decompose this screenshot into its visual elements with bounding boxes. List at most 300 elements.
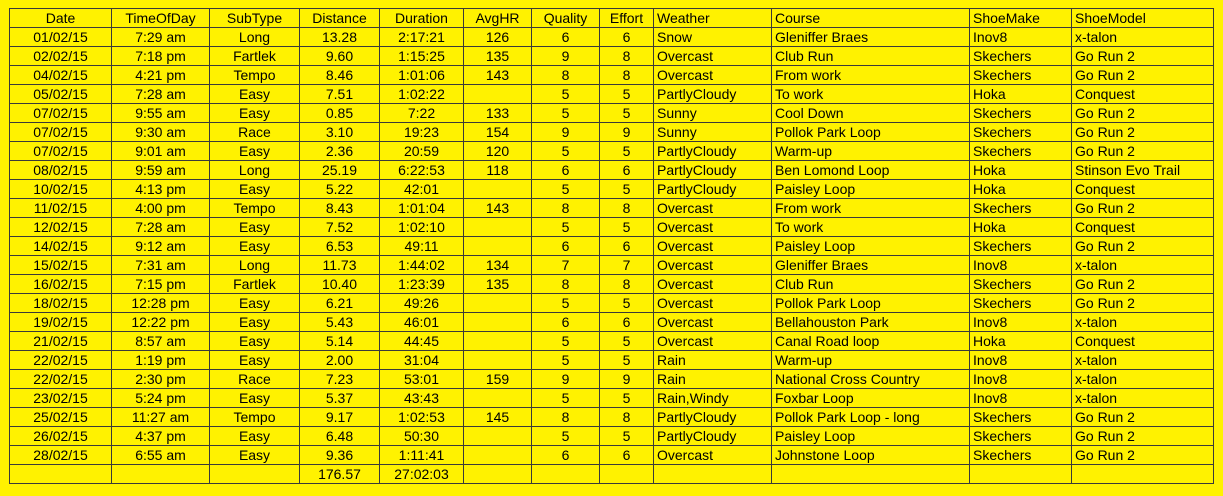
cell-date[interactable]: 23/02/15 bbox=[10, 389, 112, 408]
cell-date[interactable]: 15/02/15 bbox=[10, 256, 112, 275]
cell-quality[interactable]: 8 bbox=[532, 66, 600, 85]
cell-quality[interactable]: 9 bbox=[532, 123, 600, 142]
cell-quality[interactable]: 5 bbox=[532, 294, 600, 313]
cell-time-of-day[interactable]: 7:18 pm bbox=[112, 47, 210, 66]
cell-weather[interactable]: Overcast bbox=[654, 332, 772, 351]
cell-time-of-day[interactable]: 2:30 pm bbox=[112, 370, 210, 389]
cell-avg-hr[interactable] bbox=[464, 85, 532, 104]
cell-time-of-day[interactable]: 7:29 am bbox=[112, 28, 210, 47]
cell-quality[interactable]: 6 bbox=[532, 313, 600, 332]
cell-duration[interactable]: 1:02:10 bbox=[380, 218, 464, 237]
cell-quality[interactable]: 6 bbox=[532, 161, 600, 180]
cell-distance[interactable]: 5.14 bbox=[300, 332, 380, 351]
cell-time-of-day[interactable]: 12:22 pm bbox=[112, 313, 210, 332]
header-duration[interactable]: Duration bbox=[380, 9, 464, 28]
cell-avg-hr[interactable] bbox=[464, 294, 532, 313]
cell-shoe-model[interactable]: Conquest bbox=[1072, 85, 1214, 104]
cell-course[interactable]: Bellahouston Park bbox=[772, 313, 970, 332]
cell-course[interactable]: Paisley Loop bbox=[772, 180, 970, 199]
cell-effort[interactable]: 5 bbox=[600, 218, 654, 237]
cell-shoe-model[interactable]: Conquest bbox=[1072, 332, 1214, 351]
cell-time-of-day[interactable]: 12:28 pm bbox=[112, 294, 210, 313]
cell-shoe-model[interactable]: Go Run 2 bbox=[1072, 446, 1214, 465]
cell-course[interactable]: Warm-up bbox=[772, 351, 970, 370]
cell-duration[interactable]: 1:11:41 bbox=[380, 446, 464, 465]
cell-shoe-make[interactable]: Hoka bbox=[970, 161, 1072, 180]
cell-date[interactable]: 04/02/15 bbox=[10, 66, 112, 85]
cell-distance[interactable]: 5.22 bbox=[300, 180, 380, 199]
cell-shoe-make[interactable]: Skechers bbox=[970, 66, 1072, 85]
cell-distance[interactable]: 3.10 bbox=[300, 123, 380, 142]
total-duration[interactable]: 27:02:03 bbox=[380, 465, 464, 484]
cell-effort[interactable]: 8 bbox=[600, 408, 654, 427]
cell-duration[interactable]: 43:43 bbox=[380, 389, 464, 408]
header-course[interactable]: Course bbox=[772, 9, 970, 28]
cell-time-of-day[interactable]: 9:12 am bbox=[112, 237, 210, 256]
cell-course[interactable]: Ben Lomond Loop bbox=[772, 161, 970, 180]
cell-subtype[interactable]: Race bbox=[210, 370, 300, 389]
cell-subtype[interactable]: Long bbox=[210, 28, 300, 47]
cell-avg-hr[interactable]: 143 bbox=[464, 199, 532, 218]
cell-duration[interactable]: 1:23:39 bbox=[380, 275, 464, 294]
cell-avg-hr[interactable]: 133 bbox=[464, 104, 532, 123]
cell-avg-hr[interactable] bbox=[464, 351, 532, 370]
cell-date[interactable]: 21/02/15 bbox=[10, 332, 112, 351]
cell-distance[interactable]: 2.00 bbox=[300, 351, 380, 370]
cell-shoe-model[interactable]: Go Run 2 bbox=[1072, 123, 1214, 142]
cell-time-of-day[interactable]: 7:31 am bbox=[112, 256, 210, 275]
cell-subtype[interactable]: Easy bbox=[210, 446, 300, 465]
cell-time-of-day[interactable]: 7:28 am bbox=[112, 85, 210, 104]
cell-date[interactable]: 28/02/15 bbox=[10, 446, 112, 465]
cell-course[interactable]: Pollok Park Loop bbox=[772, 123, 970, 142]
cell-weather[interactable]: PartlyCloudy bbox=[654, 85, 772, 104]
cell-date[interactable]: 22/02/15 bbox=[10, 351, 112, 370]
cell-date[interactable]: 07/02/15 bbox=[10, 104, 112, 123]
cell-effort[interactable]: 5 bbox=[600, 104, 654, 123]
cell-shoe-model[interactable]: x-talon bbox=[1072, 370, 1214, 389]
cell-distance[interactable]: 10.40 bbox=[300, 275, 380, 294]
cell-avg-hr[interactable]: 145 bbox=[464, 408, 532, 427]
cell-duration[interactable]: 1:01:04 bbox=[380, 199, 464, 218]
cell-shoe-model[interactable]: Go Run 2 bbox=[1072, 275, 1214, 294]
cell-effort[interactable]: 7 bbox=[600, 256, 654, 275]
cell-weather[interactable]: Overcast bbox=[654, 199, 772, 218]
cell-time-of-day[interactable]: 11:27 am bbox=[112, 408, 210, 427]
cell-shoe-model[interactable]: Go Run 2 bbox=[1072, 199, 1214, 218]
cell-duration[interactable]: 1:02:53 bbox=[380, 408, 464, 427]
cell-quality[interactable]: 5 bbox=[532, 389, 600, 408]
cell-avg-hr[interactable]: 126 bbox=[464, 28, 532, 47]
cell-time-of-day[interactable]: 5:24 pm bbox=[112, 389, 210, 408]
cell-avg-hr[interactable] bbox=[464, 427, 532, 446]
cell-date[interactable]: 18/02/15 bbox=[10, 294, 112, 313]
cell-course[interactable]: To work bbox=[772, 85, 970, 104]
header-avg-hr[interactable]: AvgHR bbox=[464, 9, 532, 28]
cell-date[interactable]: 07/02/15 bbox=[10, 142, 112, 161]
cell-date[interactable]: 25/02/15 bbox=[10, 408, 112, 427]
cell-shoe-make[interactable]: Skechers bbox=[970, 237, 1072, 256]
cell-shoe-model[interactable]: Stinson Evo Trail bbox=[1072, 161, 1214, 180]
cell-date[interactable]: 08/02/15 bbox=[10, 161, 112, 180]
cell-course[interactable]: National Cross Country bbox=[772, 370, 970, 389]
cell-distance[interactable]: 8.43 bbox=[300, 199, 380, 218]
header-date[interactable]: Date bbox=[10, 9, 112, 28]
cell-quality[interactable]: 6 bbox=[532, 446, 600, 465]
cell-weather[interactable]: Sunny bbox=[654, 104, 772, 123]
cell-subtype[interactable]: Long bbox=[210, 161, 300, 180]
cell-quality[interactable]: 5 bbox=[532, 180, 600, 199]
cell-time-of-day[interactable]: 9:55 am bbox=[112, 104, 210, 123]
cell-avg-hr[interactable] bbox=[464, 180, 532, 199]
cell-date[interactable]: 16/02/15 bbox=[10, 275, 112, 294]
cell-distance[interactable]: 7.52 bbox=[300, 218, 380, 237]
cell-time-of-day[interactable]: 9:01 am bbox=[112, 142, 210, 161]
cell-duration[interactable]: 44:45 bbox=[380, 332, 464, 351]
cell-distance[interactable]: 25.19 bbox=[300, 161, 380, 180]
cell-course[interactable]: Foxbar Loop bbox=[772, 389, 970, 408]
cell-distance[interactable]: 7.23 bbox=[300, 370, 380, 389]
cell-quality[interactable]: 7 bbox=[532, 256, 600, 275]
cell-weather[interactable]: PartlyCloudy bbox=[654, 408, 772, 427]
cell-subtype[interactable]: Long bbox=[210, 256, 300, 275]
cell-duration[interactable]: 6:22:53 bbox=[380, 161, 464, 180]
cell-avg-hr[interactable]: 154 bbox=[464, 123, 532, 142]
cell-weather[interactable]: Overcast bbox=[654, 446, 772, 465]
cell-course[interactable]: From work bbox=[772, 66, 970, 85]
cell-date[interactable]: 19/02/15 bbox=[10, 313, 112, 332]
cell-duration[interactable]: 20:59 bbox=[380, 142, 464, 161]
cell-shoe-make[interactable]: Inov8 bbox=[970, 389, 1072, 408]
cell-distance[interactable]: 6.53 bbox=[300, 237, 380, 256]
cell-date[interactable]: 12/02/15 bbox=[10, 218, 112, 237]
cell-effort[interactable]: 5 bbox=[600, 294, 654, 313]
cell-time-of-day[interactable]: 8:57 am bbox=[112, 332, 210, 351]
cell-subtype[interactable]: Easy bbox=[210, 427, 300, 446]
cell-weather[interactable]: Overcast bbox=[654, 66, 772, 85]
cell-date[interactable]: 02/02/15 bbox=[10, 47, 112, 66]
cell-subtype[interactable]: Easy bbox=[210, 389, 300, 408]
cell-quality[interactable]: 6 bbox=[532, 237, 600, 256]
cell-weather[interactable]: Overcast bbox=[654, 47, 772, 66]
cell-quality[interactable]: 5 bbox=[532, 142, 600, 161]
cell-quality[interactable]: 8 bbox=[532, 275, 600, 294]
cell-shoe-model[interactable]: Go Run 2 bbox=[1072, 142, 1214, 161]
cell-effort[interactable]: 5 bbox=[600, 332, 654, 351]
cell-subtype[interactable]: Easy bbox=[210, 332, 300, 351]
cell-course[interactable]: Warm-up bbox=[772, 142, 970, 161]
cell-shoe-make[interactable]: Inov8 bbox=[970, 256, 1072, 275]
cell-effort[interactable]: 5 bbox=[600, 351, 654, 370]
cell-time-of-day[interactable]: 4:13 pm bbox=[112, 180, 210, 199]
cell-distance[interactable]: 13.28 bbox=[300, 28, 380, 47]
cell-duration[interactable]: 1:44:02 bbox=[380, 256, 464, 275]
cell-weather[interactable]: Overcast bbox=[654, 237, 772, 256]
cell-duration[interactable]: 42:01 bbox=[380, 180, 464, 199]
cell-quality[interactable]: 5 bbox=[532, 218, 600, 237]
cell-shoe-model[interactable]: x-talon bbox=[1072, 389, 1214, 408]
cell-avg-hr[interactable]: 118 bbox=[464, 161, 532, 180]
cell-duration[interactable]: 50:30 bbox=[380, 427, 464, 446]
cell-shoe-make[interactable]: Skechers bbox=[970, 47, 1072, 66]
cell-duration[interactable]: 1:02:22 bbox=[380, 85, 464, 104]
cell-weather[interactable]: Rain bbox=[654, 370, 772, 389]
cell-quality[interactable]: 9 bbox=[532, 47, 600, 66]
cell-duration[interactable]: 53:01 bbox=[380, 370, 464, 389]
cell-shoe-model[interactable]: Conquest bbox=[1072, 218, 1214, 237]
cell-weather[interactable]: Overcast bbox=[654, 256, 772, 275]
cell-quality[interactable]: 8 bbox=[532, 199, 600, 218]
total-distance[interactable]: 176.57 bbox=[300, 465, 380, 484]
cell-shoe-make[interactable]: Skechers bbox=[970, 294, 1072, 313]
cell-avg-hr[interactable] bbox=[464, 313, 532, 332]
cell-subtype[interactable]: Tempo bbox=[210, 199, 300, 218]
cell-time-of-day[interactable]: 4:21 pm bbox=[112, 66, 210, 85]
cell-weather[interactable]: Snow bbox=[654, 28, 772, 47]
cell-weather[interactable]: PartlyCloudy bbox=[654, 161, 772, 180]
cell-shoe-model[interactable]: Go Run 2 bbox=[1072, 104, 1214, 123]
cell-shoe-model[interactable]: Conquest bbox=[1072, 180, 1214, 199]
cell-course[interactable]: Gleniffer Braes bbox=[772, 28, 970, 47]
cell-subtype[interactable]: Tempo bbox=[210, 408, 300, 427]
cell-shoe-model[interactable]: Go Run 2 bbox=[1072, 294, 1214, 313]
cell-avg-hr[interactable]: 135 bbox=[464, 275, 532, 294]
total-cell[interactable] bbox=[600, 465, 654, 484]
cell-subtype[interactable]: Easy bbox=[210, 85, 300, 104]
cell-distance[interactable]: 11.73 bbox=[300, 256, 380, 275]
cell-shoe-model[interactable]: Go Run 2 bbox=[1072, 66, 1214, 85]
cell-duration[interactable]: 2:17:21 bbox=[380, 28, 464, 47]
cell-shoe-make[interactable]: Inov8 bbox=[970, 313, 1072, 332]
header-subtype[interactable]: SubType bbox=[210, 9, 300, 28]
cell-shoe-model[interactable]: x-talon bbox=[1072, 351, 1214, 370]
cell-time-of-day[interactable]: 6:55 am bbox=[112, 446, 210, 465]
cell-avg-hr[interactable] bbox=[464, 218, 532, 237]
cell-time-of-day[interactable]: 1:19 pm bbox=[112, 351, 210, 370]
cell-avg-hr[interactable]: 134 bbox=[464, 256, 532, 275]
cell-time-of-day[interactable]: 4:00 pm bbox=[112, 199, 210, 218]
cell-weather[interactable]: Overcast bbox=[654, 275, 772, 294]
cell-distance[interactable]: 0.85 bbox=[300, 104, 380, 123]
cell-quality[interactable]: 5 bbox=[532, 332, 600, 351]
cell-avg-hr[interactable]: 135 bbox=[464, 47, 532, 66]
cell-shoe-model[interactable]: x-talon bbox=[1072, 28, 1214, 47]
cell-avg-hr[interactable] bbox=[464, 446, 532, 465]
cell-weather[interactable]: PartlyCloudy bbox=[654, 180, 772, 199]
cell-weather[interactable]: Sunny bbox=[654, 123, 772, 142]
cell-subtype[interactable]: Fartlek bbox=[210, 275, 300, 294]
cell-effort[interactable]: 6 bbox=[600, 161, 654, 180]
cell-time-of-day[interactable]: 7:28 am bbox=[112, 218, 210, 237]
cell-distance[interactable]: 9.17 bbox=[300, 408, 380, 427]
cell-subtype[interactable]: Easy bbox=[210, 313, 300, 332]
cell-shoe-model[interactable]: x-talon bbox=[1072, 313, 1214, 332]
cell-shoe-make[interactable]: Hoka bbox=[970, 218, 1072, 237]
cell-date[interactable]: 14/02/15 bbox=[10, 237, 112, 256]
header-weather[interactable]: Weather bbox=[654, 9, 772, 28]
cell-subtype[interactable]: Tempo bbox=[210, 66, 300, 85]
cell-duration[interactable]: 1:01:06 bbox=[380, 66, 464, 85]
cell-course[interactable]: Club Run bbox=[772, 47, 970, 66]
cell-distance[interactable]: 5.43 bbox=[300, 313, 380, 332]
cell-date[interactable]: 22/02/15 bbox=[10, 370, 112, 389]
cell-course[interactable]: Cool Down bbox=[772, 104, 970, 123]
cell-shoe-make[interactable]: Skechers bbox=[970, 275, 1072, 294]
cell-weather[interactable]: Rain,Windy bbox=[654, 389, 772, 408]
cell-duration[interactable]: 31:04 bbox=[380, 351, 464, 370]
cell-shoe-make[interactable]: Skechers bbox=[970, 142, 1072, 161]
cell-distance[interactable]: 6.21 bbox=[300, 294, 380, 313]
cell-course[interactable]: Paisley Loop bbox=[772, 237, 970, 256]
cell-effort[interactable]: 8 bbox=[600, 199, 654, 218]
cell-subtype[interactable]: Easy bbox=[210, 294, 300, 313]
cell-date[interactable]: 07/02/15 bbox=[10, 123, 112, 142]
cell-subtype[interactable]: Easy bbox=[210, 104, 300, 123]
cell-course[interactable]: Canal Road loop bbox=[772, 332, 970, 351]
cell-date[interactable]: 05/02/15 bbox=[10, 85, 112, 104]
cell-effort[interactable]: 5 bbox=[600, 427, 654, 446]
cell-shoe-model[interactable]: Go Run 2 bbox=[1072, 237, 1214, 256]
cell-shoe-model[interactable]: x-talon bbox=[1072, 256, 1214, 275]
cell-effort[interactable]: 9 bbox=[600, 123, 654, 142]
cell-duration[interactable]: 46:01 bbox=[380, 313, 464, 332]
cell-shoe-make[interactable]: Hoka bbox=[970, 85, 1072, 104]
cell-date[interactable]: 26/02/15 bbox=[10, 427, 112, 446]
cell-distance[interactable]: 6.48 bbox=[300, 427, 380, 446]
cell-shoe-model[interactable]: Go Run 2 bbox=[1072, 408, 1214, 427]
cell-distance[interactable]: 2.36 bbox=[300, 142, 380, 161]
cell-time-of-day[interactable]: 9:59 am bbox=[112, 161, 210, 180]
cell-subtype[interactable]: Easy bbox=[210, 237, 300, 256]
cell-shoe-make[interactable]: Skechers bbox=[970, 408, 1072, 427]
total-cell[interactable] bbox=[1072, 465, 1214, 484]
header-time-of-day[interactable]: TimeOfDay bbox=[112, 9, 210, 28]
header-distance[interactable]: Distance bbox=[300, 9, 380, 28]
header-effort[interactable]: Effort bbox=[600, 9, 654, 28]
cell-quality[interactable]: 5 bbox=[532, 427, 600, 446]
cell-shoe-make[interactable]: Hoka bbox=[970, 332, 1072, 351]
cell-weather[interactable]: Overcast bbox=[654, 218, 772, 237]
cell-subtype[interactable]: Easy bbox=[210, 180, 300, 199]
cell-shoe-make[interactable]: Skechers bbox=[970, 199, 1072, 218]
cell-course[interactable]: Pollok Park Loop bbox=[772, 294, 970, 313]
cell-quality[interactable]: 5 bbox=[532, 351, 600, 370]
total-cell[interactable] bbox=[654, 465, 772, 484]
cell-subtype[interactable]: Fartlek bbox=[210, 47, 300, 66]
cell-course[interactable]: Gleniffer Braes bbox=[772, 256, 970, 275]
cell-quality[interactable]: 5 bbox=[532, 104, 600, 123]
cell-quality[interactable]: 8 bbox=[532, 408, 600, 427]
cell-distance[interactable]: 7.51 bbox=[300, 85, 380, 104]
cell-weather[interactable]: Overcast bbox=[654, 313, 772, 332]
cell-quality[interactable]: 5 bbox=[532, 85, 600, 104]
total-cell[interactable] bbox=[112, 465, 210, 484]
cell-course[interactable]: Paisley Loop bbox=[772, 427, 970, 446]
cell-weather[interactable]: PartlyCloudy bbox=[654, 427, 772, 446]
cell-date[interactable]: 01/02/15 bbox=[10, 28, 112, 47]
cell-time-of-day[interactable]: 7:15 pm bbox=[112, 275, 210, 294]
cell-course[interactable]: Club Run bbox=[772, 275, 970, 294]
cell-effort[interactable]: 5 bbox=[600, 180, 654, 199]
cell-avg-hr[interactable] bbox=[464, 332, 532, 351]
cell-quality[interactable]: 9 bbox=[532, 370, 600, 389]
cell-shoe-make[interactable]: Inov8 bbox=[970, 28, 1072, 47]
cell-avg-hr[interactable]: 159 bbox=[464, 370, 532, 389]
cell-distance[interactable]: 5.37 bbox=[300, 389, 380, 408]
cell-shoe-model[interactable]: Go Run 2 bbox=[1072, 47, 1214, 66]
cell-effort[interactable]: 6 bbox=[600, 28, 654, 47]
cell-time-of-day[interactable]: 4:37 pm bbox=[112, 427, 210, 446]
cell-date[interactable]: 10/02/15 bbox=[10, 180, 112, 199]
cell-weather[interactable]: Rain bbox=[654, 351, 772, 370]
cell-duration[interactable]: 1:15:25 bbox=[380, 47, 464, 66]
cell-effort[interactable]: 5 bbox=[600, 389, 654, 408]
cell-shoe-make[interactable]: Skechers bbox=[970, 427, 1072, 446]
cell-effort[interactable]: 9 bbox=[600, 370, 654, 389]
cell-shoe-model[interactable]: Go Run 2 bbox=[1072, 427, 1214, 446]
total-cell[interactable] bbox=[10, 465, 112, 484]
cell-effort[interactable]: 5 bbox=[600, 85, 654, 104]
cell-quality[interactable]: 6 bbox=[532, 28, 600, 47]
cell-shoe-make[interactable]: Skechers bbox=[970, 446, 1072, 465]
cell-course[interactable]: From work bbox=[772, 199, 970, 218]
cell-effort[interactable]: 6 bbox=[600, 446, 654, 465]
header-shoe-model[interactable]: ShoeModel bbox=[1072, 9, 1214, 28]
cell-avg-hr[interactable] bbox=[464, 237, 532, 256]
cell-avg-hr[interactable] bbox=[464, 389, 532, 408]
total-cell[interactable] bbox=[532, 465, 600, 484]
total-cell[interactable] bbox=[772, 465, 970, 484]
cell-time-of-day[interactable]: 9:30 am bbox=[112, 123, 210, 142]
cell-effort[interactable]: 6 bbox=[600, 313, 654, 332]
cell-course[interactable]: Pollok Park Loop - long bbox=[772, 408, 970, 427]
cell-avg-hr[interactable]: 143 bbox=[464, 66, 532, 85]
cell-duration[interactable]: 49:11 bbox=[380, 237, 464, 256]
cell-shoe-make[interactable]: Inov8 bbox=[970, 351, 1072, 370]
cell-distance[interactable]: 8.46 bbox=[300, 66, 380, 85]
cell-weather[interactable]: Overcast bbox=[654, 294, 772, 313]
cell-duration[interactable]: 49:26 bbox=[380, 294, 464, 313]
cell-duration[interactable]: 7:22 bbox=[380, 104, 464, 123]
cell-avg-hr[interactable]: 120 bbox=[464, 142, 532, 161]
cell-weather[interactable]: PartlyCloudy bbox=[654, 142, 772, 161]
cell-shoe-make[interactable]: Skechers bbox=[970, 123, 1072, 142]
header-quality[interactable]: Quality bbox=[532, 9, 600, 28]
cell-shoe-make[interactable]: Inov8 bbox=[970, 370, 1072, 389]
cell-shoe-make[interactable]: Skechers bbox=[970, 104, 1072, 123]
cell-course[interactable]: Johnstone Loop bbox=[772, 446, 970, 465]
cell-subtype[interactable]: Easy bbox=[210, 142, 300, 161]
cell-effort[interactable]: 8 bbox=[600, 66, 654, 85]
cell-effort[interactable]: 8 bbox=[600, 275, 654, 294]
cell-date[interactable]: 11/02/15 bbox=[10, 199, 112, 218]
total-cell[interactable] bbox=[970, 465, 1072, 484]
header-shoe-make[interactable]: ShoeMake bbox=[970, 9, 1072, 28]
cell-distance[interactable]: 9.60 bbox=[300, 47, 380, 66]
cell-subtype[interactable]: Easy bbox=[210, 218, 300, 237]
cell-course[interactable]: To work bbox=[772, 218, 970, 237]
cell-distance[interactable]: 9.36 bbox=[300, 446, 380, 465]
total-cell[interactable] bbox=[464, 465, 532, 484]
cell-subtype[interactable]: Easy bbox=[210, 351, 300, 370]
cell-duration[interactable]: 19:23 bbox=[380, 123, 464, 142]
cell-effort[interactable]: 6 bbox=[600, 237, 654, 256]
cell-effort[interactable]: 8 bbox=[600, 47, 654, 66]
cell-subtype[interactable]: Race bbox=[210, 123, 300, 142]
total-cell[interactable] bbox=[210, 465, 300, 484]
cell-effort[interactable]: 5 bbox=[600, 142, 654, 161]
cell-shoe-make[interactable]: Hoka bbox=[970, 180, 1072, 199]
